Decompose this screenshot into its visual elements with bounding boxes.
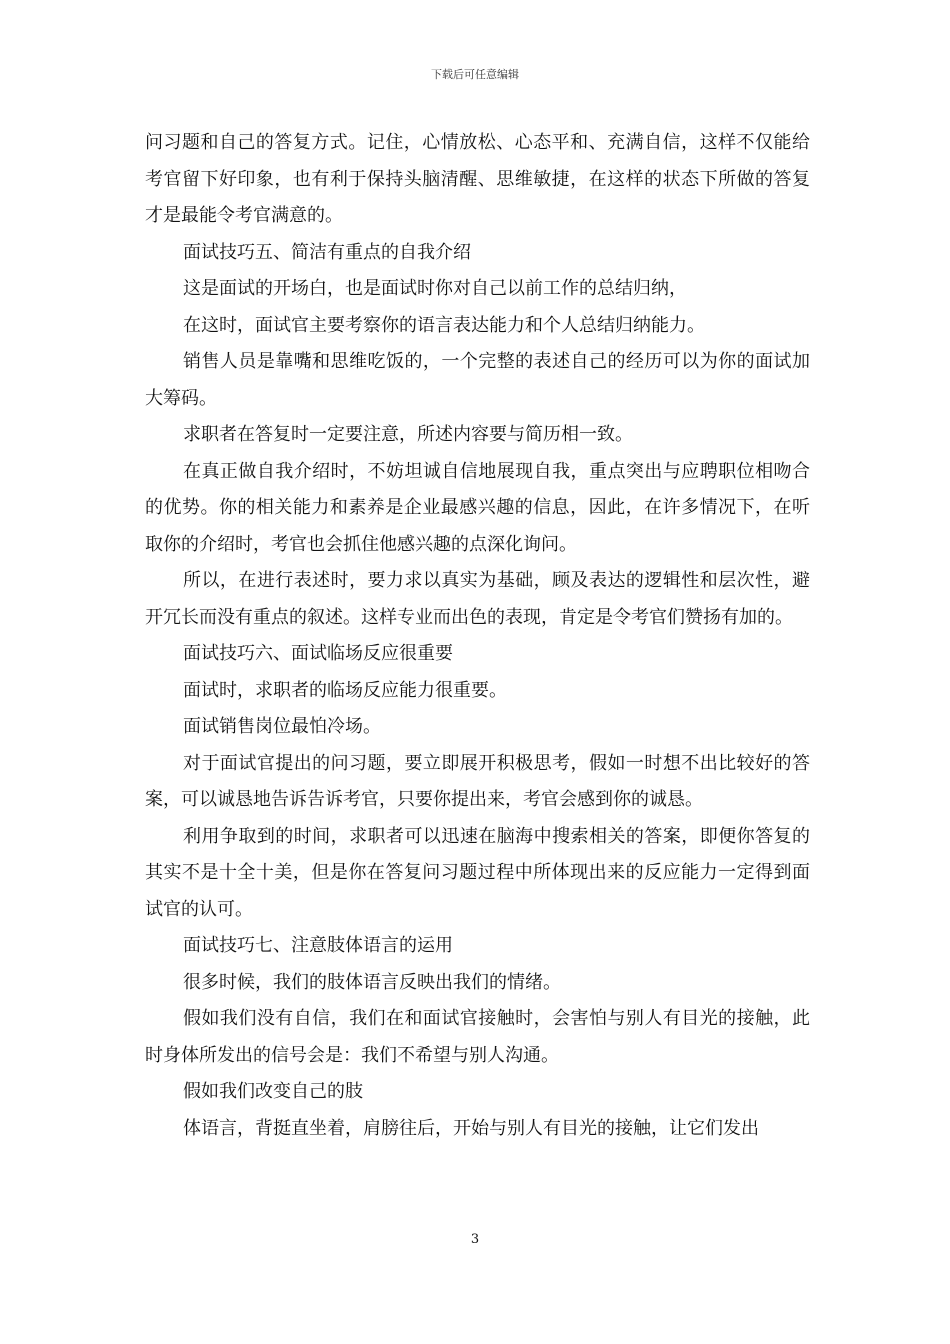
paragraph: 利用争取到的时间，求职者可以迅速在脑海中搜索相关的答案，即便你答复的其实不是十全十美，但是你在答复问习题过程中所体现出来的反应能力一定得到面试官的认可。 — [145, 825, 810, 920]
paragraph: 所以，在进行表述时，要力求以真实为基础，顾及表达的逻辑性和层次性，避开冗长而没有重点的叙述。这样专业而出色的表现，肯定是令考官们赞扬有加的。 — [145, 570, 810, 628]
paragraph: 销售人员是靠嘴和思维吃饭的，一个完整的表述自己的经历可以为你的面试加大筹码。 — [145, 351, 810, 409]
paragraph: 在这时，面试官主要考察你的语言表达能力和个人总结归纳能力。 — [183, 314, 705, 336]
section-heading: 面试技巧六、面试临场反应很重要 — [183, 643, 453, 664]
paragraph: 体语言，背挺直坐着，肩膀往后，开始与别人有目光的接触，让它们发出 — [183, 1117, 759, 1139]
page-number: 3 — [470, 1232, 480, 1247]
document-body — [145, 125, 810, 1147]
paragraph: 问习题和自己的答复方式。记住，心情放松、心态平和、充满自信，这样不仅能给考官留下好印象，也有利于保持头脑清醒、思维敏捷，在这样的状态下所做的答复才是最能令考官满意的。 — [145, 132, 810, 226]
section-heading: 面试技巧五、简洁有重点的自我介绍 — [183, 241, 471, 263]
paragraph: 假如我们改变自己的肢 — [183, 1081, 363, 1102]
paragraph: 在真正做自我介绍时，不妨坦诚自信地展现自我，重点突出与应聘职位相吻合的优势。你的相关能力和素养是企业最感兴趣的信息，因此，在许多情况下，在听取你的介绍时，考官也会抓住他感兴趣的点深化询问。 — [145, 460, 810, 555]
paragraph: 假如我们没有自信，我们在和面试官接触时，会害怕与别人有目光的接触，此时身体所发出的信号会是：我们不希望与别人沟通。 — [145, 1008, 810, 1066]
paragraph: 对于面试官提出的问习题，要立即展开积极思考，假如一时想不出比较好的答案，可以诚恳地告诉告诉考官，只要你提出来，考官会感到你的诚恳。 — [145, 752, 810, 810]
page-header: 下载后可任意编辑 — [431, 68, 519, 81]
paragraph: 求职者在答复时一定要注意，所述内容要与简历相一致。 — [183, 424, 633, 445]
paragraph: 这是面试的开场白，也是面试时你对自己以前工作的总结归纳， — [183, 278, 687, 299]
paragraph: 面试时，求职者的临场反应能力很重要。 — [183, 679, 507, 701]
section-heading: 面试技巧七、注意肢体语言的运用 — [183, 935, 453, 956]
paragraph: 很多时候，我们的肢体语言反映出我们的情绪。 — [183, 971, 561, 993]
paragraph: 面试销售岗位最怕冷场。 — [183, 716, 381, 737]
